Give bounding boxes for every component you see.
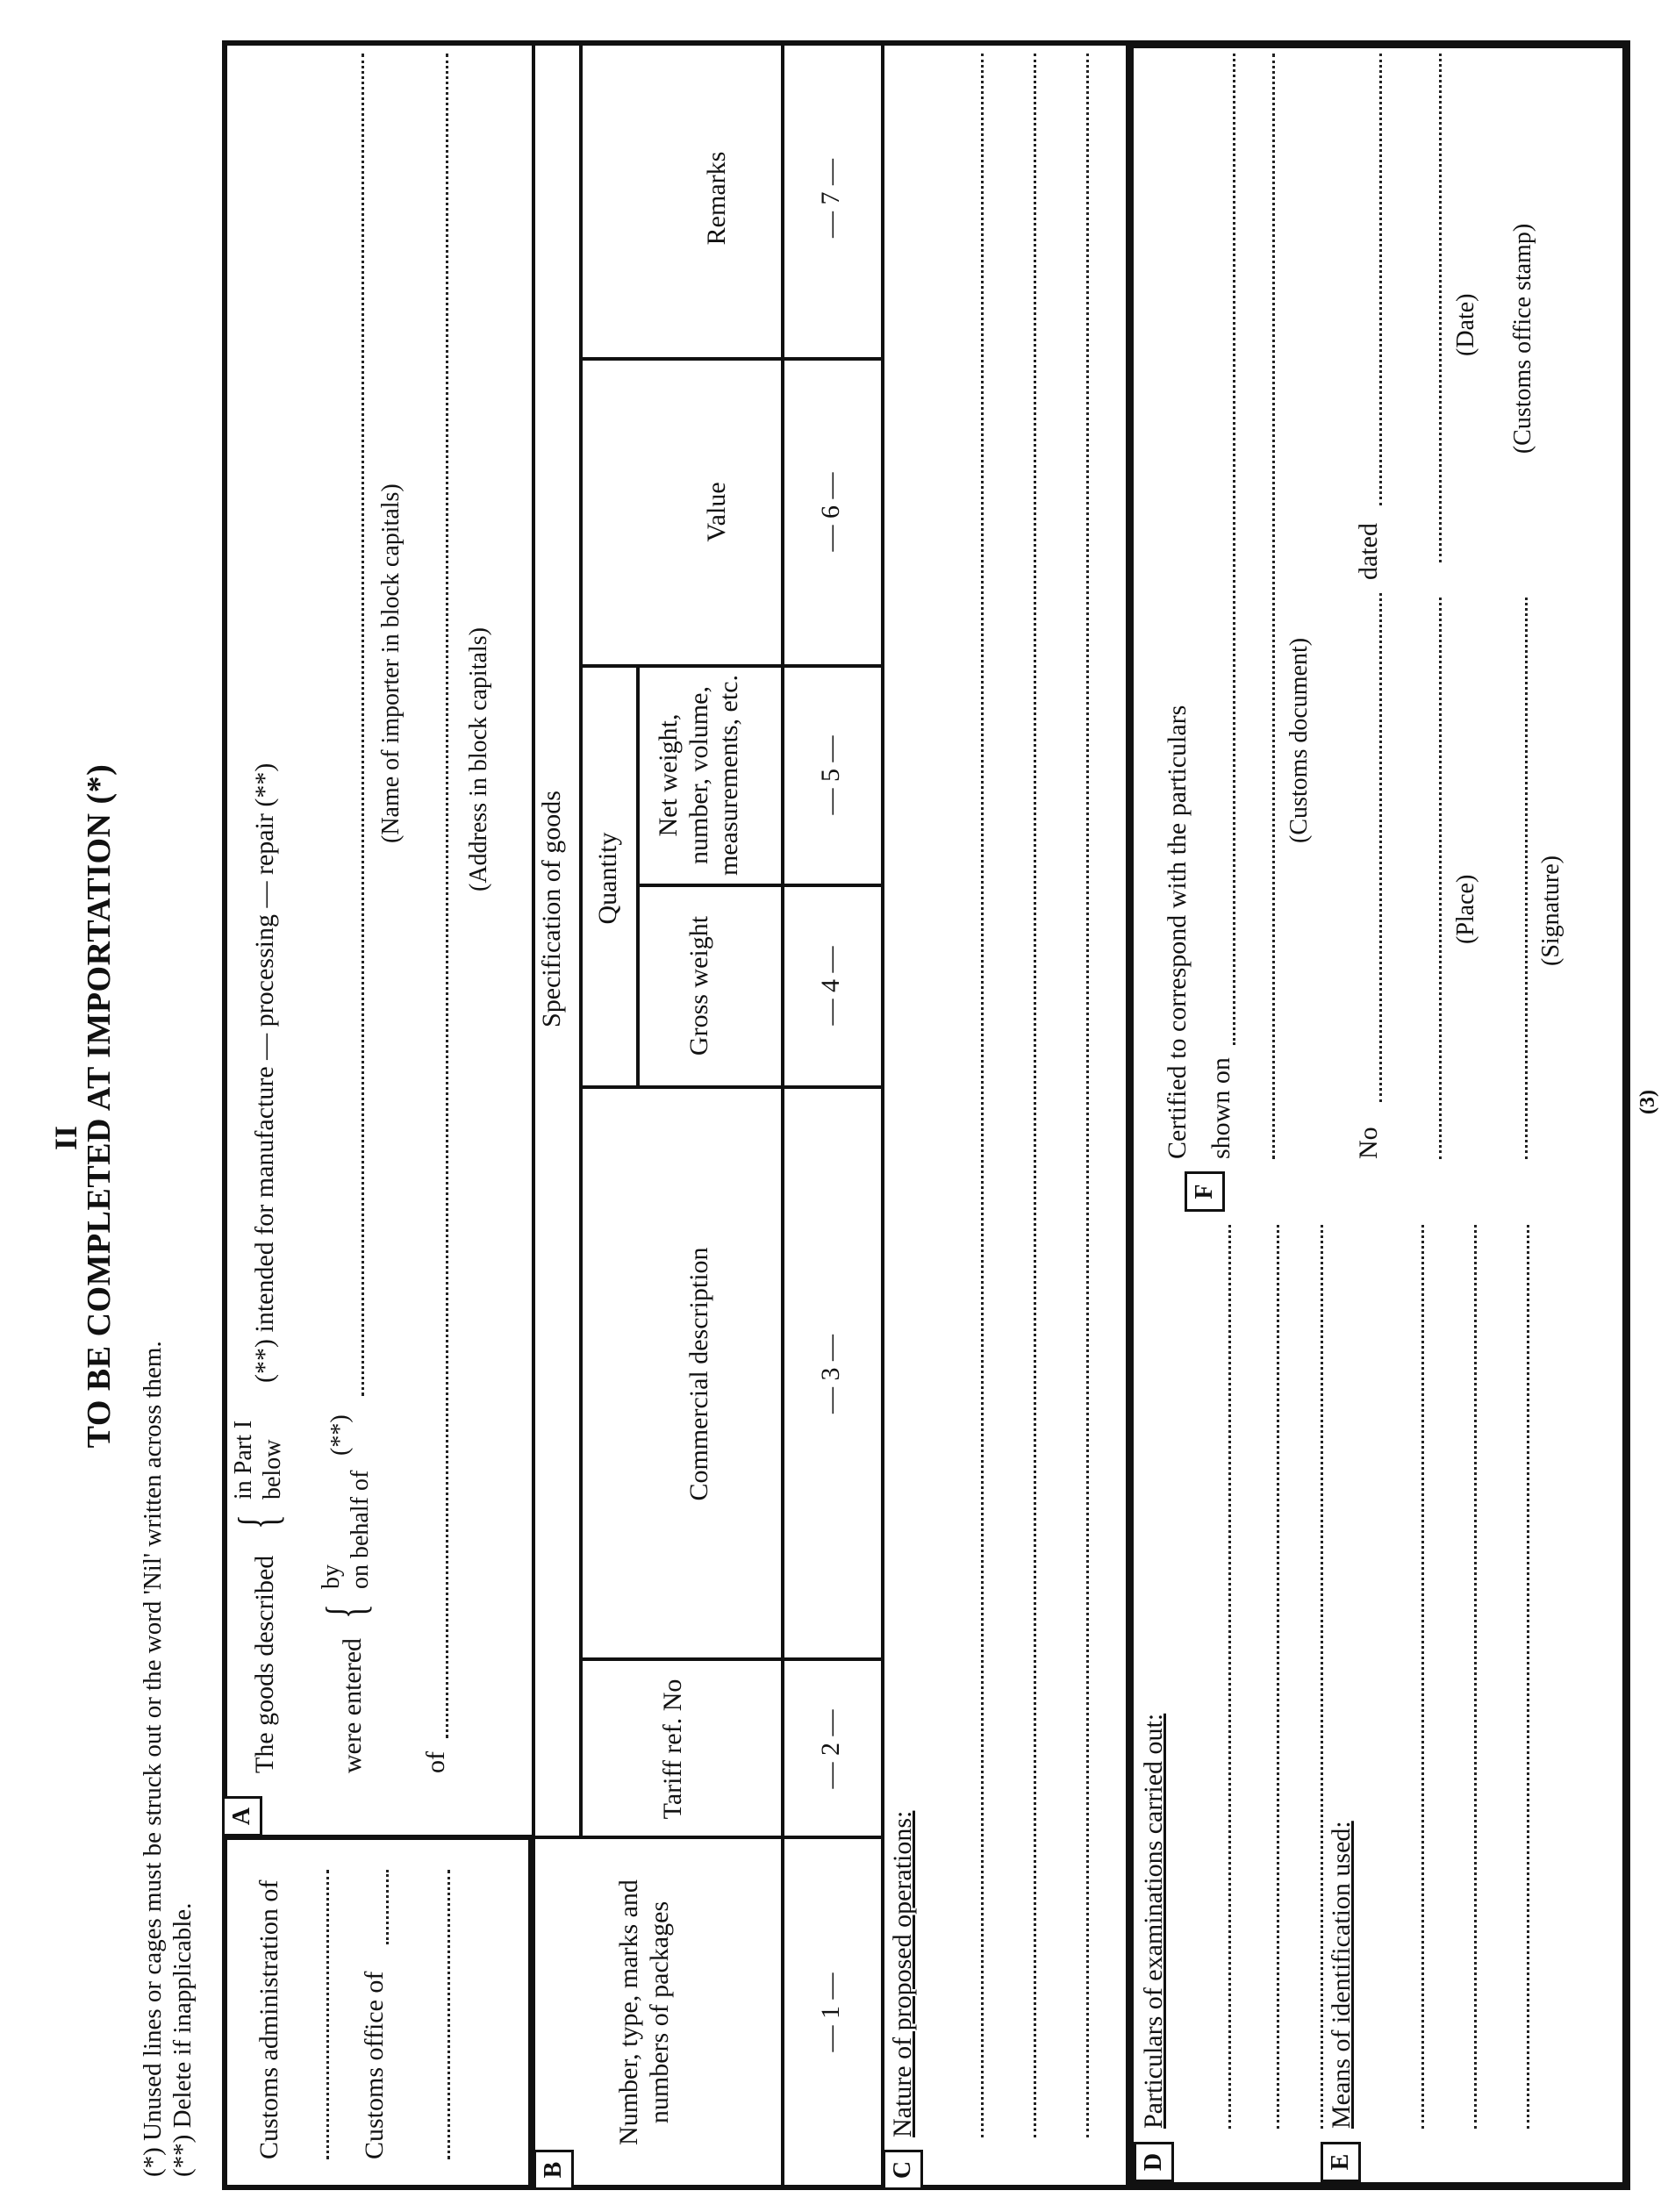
examinations-line-3[interactable] — [1321, 1225, 1323, 2129]
customs-office-field[interactable] — [386, 1870, 389, 1944]
section-a-line1-prefix: The goods described — [250, 1555, 279, 1773]
col-header-gross-weight: Gross weight — [684, 915, 713, 1056]
operations-line-1[interactable] — [981, 54, 984, 2137]
customs-office-label: Customs office of — [360, 1971, 389, 2159]
customs-document-caption: (Customs document) — [1285, 637, 1313, 843]
identification-line-1[interactable] — [1421, 1225, 1424, 2129]
divider-b-c — [881, 40, 884, 2190]
examinations-line-1[interactable] — [1228, 1225, 1231, 2129]
section-f-label: F — [1185, 1171, 1225, 1212]
col-number-7: — 7 — — [816, 159, 845, 238]
col-number-1: — 1 — — [816, 1972, 845, 2052]
section-a-line1-suffix: (**) intended for manufacture — processing — repair (**) — [250, 762, 279, 1383]
section-a-line3-prefix: of — [421, 1751, 450, 1773]
section-f-dated-label: dated — [1354, 523, 1383, 580]
document-date-field[interactable] — [1379, 54, 1382, 505]
identification-line-2[interactable] — [1474, 1225, 1477, 2129]
section-c-label: C — [883, 2150, 923, 2190]
signature-field[interactable] — [1525, 598, 1528, 1159]
option-by[interactable]: by — [318, 1564, 345, 1589]
col-number-6: — 6 — — [816, 472, 845, 552]
section-e-title: Means of identification used: — [1327, 1821, 1356, 2129]
date-field[interactable] — [1439, 54, 1442, 562]
operations-line-3[interactable] — [1086, 54, 1089, 2137]
importer-name-field[interactable] — [362, 54, 364, 1396]
number-row-divider — [781, 40, 784, 2190]
section-e-label: E — [1321, 2142, 1361, 2182]
col-header-description: Commercial description — [684, 1247, 713, 1501]
identification-line-3[interactable] — [1527, 1225, 1529, 2129]
customs-admin-label: Customs administration of — [254, 1879, 283, 2159]
col-number-5: — 5 — — [816, 735, 845, 815]
customs-document-field-2[interactable] — [1272, 54, 1275, 1159]
section-c-title: Nature of proposed operations: — [888, 1810, 917, 2137]
signature-caption: (Signature) — [1537, 855, 1564, 966]
footnote-delete: (**) Delete if inapplicable. — [168, 1902, 197, 2177]
address-caption: (Address in block capitals) — [465, 627, 492, 891]
section-a-line2-prefix: were entered — [338, 1637, 367, 1773]
footnote-unused-lines: (*) Unused lines or cages must be struck out or the word 'Nil' written across them. — [139, 1341, 167, 2177]
brace-icon: { — [314, 1604, 376, 1619]
col-sep-1 — [533, 1836, 883, 1839]
divider-a-b — [532, 40, 535, 2190]
place-field[interactable] — [1439, 598, 1442, 1159]
page-number: (3) — [1636, 1090, 1659, 1114]
section-f-shown-on: shown on — [1206, 1057, 1235, 1159]
document-number-field[interactable] — [1379, 593, 1382, 1102]
option-on-behalf-of[interactable]: on behalf of — [347, 1470, 374, 1589]
part-numeral: II — [48, 1125, 83, 1150]
brace-icon: { — [226, 1514, 289, 1529]
examination-box — [1126, 40, 1630, 2190]
stamp-caption: (Customs office stamp) — [1509, 223, 1536, 455]
section-d-label: D — [1134, 2142, 1174, 2182]
customs-office-field-2[interactable] — [447, 1870, 450, 2159]
form-title: TO BE COMPLETED AT IMPORTATION (*) — [81, 763, 118, 1449]
examinations-line-2[interactable] — [1277, 1225, 1279, 2129]
customs-admin-field[interactable] — [326, 1870, 329, 2159]
col-sep-2 — [579, 1657, 883, 1661]
col-number-4: — 4 — — [816, 946, 845, 1026]
customs-document-field-1[interactable] — [1233, 54, 1235, 1045]
col-header-packages: Number, type, marks and numbers of packages — [614, 1879, 674, 2145]
section-d-title: Particulars of examinations carried out: — [1139, 1713, 1168, 2129]
col-header-remarks: Remarks — [702, 151, 731, 246]
col-sep-3 — [579, 1085, 883, 1089]
specification-header: Specification of goods — [537, 791, 566, 1027]
col-sep-4 — [636, 884, 883, 887]
spec-divider — [579, 40, 583, 1839]
col-header-tariff: Tariff ref. No — [658, 1679, 687, 1820]
section-a-line2-mark: (**) — [326, 1414, 354, 1456]
section-a-label: A — [222, 1796, 262, 1836]
quantity-header: Quantity — [593, 832, 622, 925]
col-sep-5 — [579, 664, 883, 668]
importer-caption: (Name of importer in block capitals) — [377, 483, 405, 843]
section-f-certified-text: Certified to correspond with the particulars — [1163, 705, 1192, 1159]
col-sep-6 — [579, 357, 883, 361]
col-number-3: — 3 — — [816, 1335, 845, 1414]
quantity-divider — [636, 668, 640, 1089]
section-f-no-label: No — [1354, 1127, 1383, 1159]
option-in-part-i[interactable]: in Part I — [230, 1420, 257, 1500]
col-header-net-weight: Net weight, number, volume, measurements, etc. — [654, 674, 743, 877]
importer-address-field[interactable] — [446, 54, 448, 1738]
col-number-2: — 2 — — [816, 1709, 845, 1789]
option-below[interactable]: below — [259, 1439, 286, 1500]
col-header-value: Value — [702, 482, 731, 542]
operations-line-2[interactable] — [1034, 54, 1036, 2137]
place-caption: (Place) — [1452, 874, 1479, 944]
section-b-label: B — [533, 2150, 574, 2190]
date-caption: (Date) — [1452, 293, 1479, 356]
